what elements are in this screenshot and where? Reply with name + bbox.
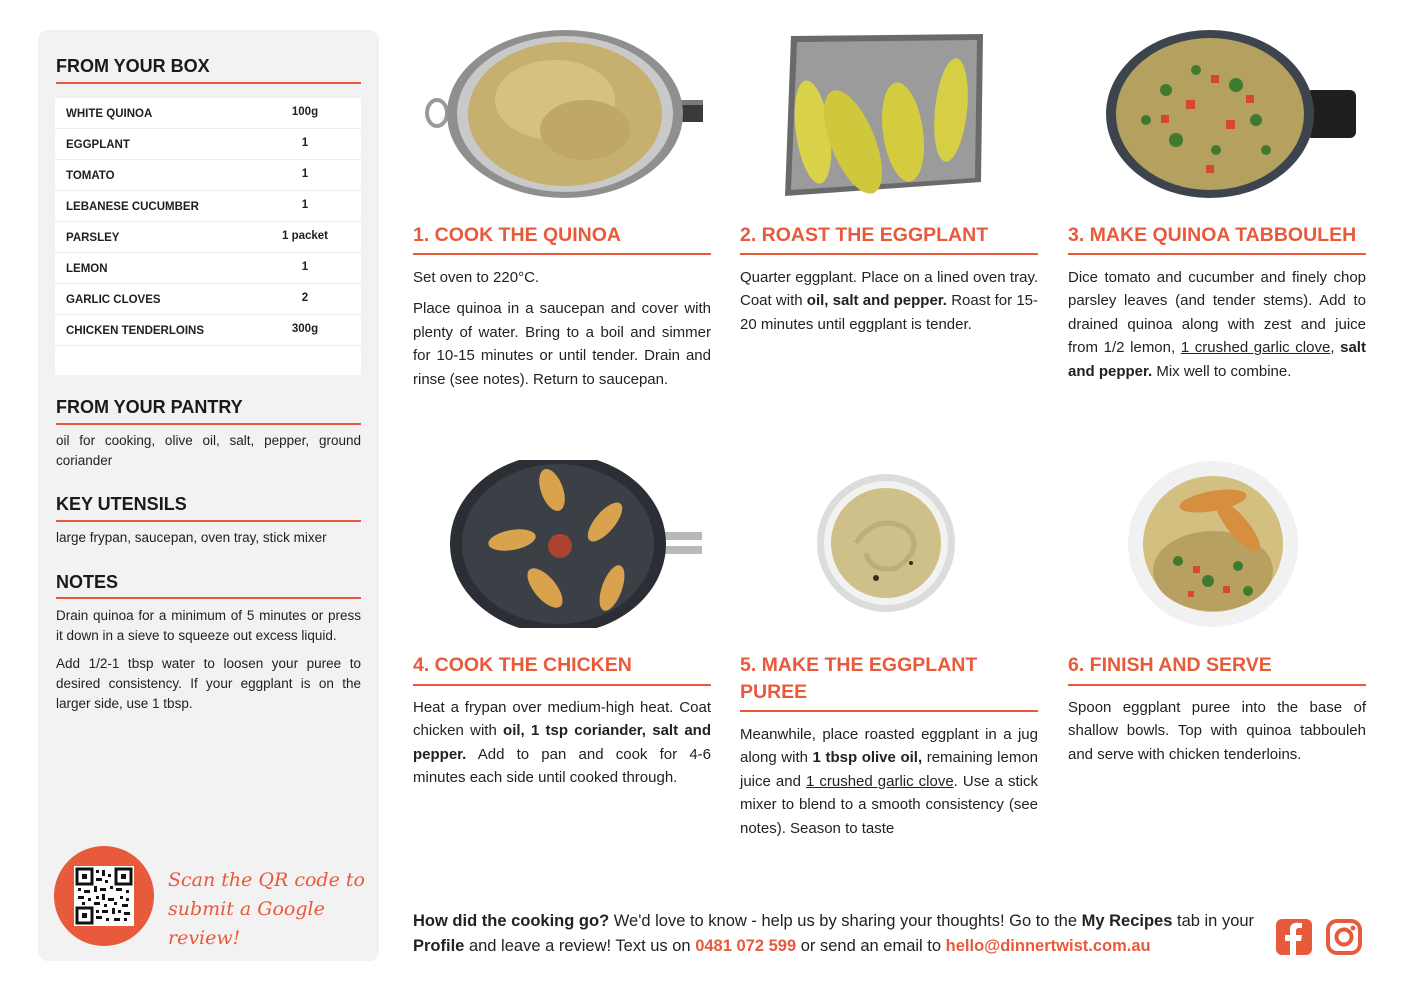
step-1-title: 1. COOK THE QUINOA <box>413 224 622 246</box>
step-1-para-2: Place quinoa in a saucepan and cover with plenty of water. Bring to a boil and simmer for 10-15 minutes or until tender. Drain and rinse (see notes). Return to saucepan. <box>413 300 711 388</box>
ingredient-qty: 1 <box>301 261 309 273</box>
text-run: . Use a stick mixer to blend to a smooth consistency (see notes). Season to taste <box>740 772 1038 837</box>
step-5-text <box>740 723 1038 840</box>
step-4-title: 4. COOK THE CHICKEN <box>413 654 632 676</box>
step-6-text: Spoon eggplant puree into the base of shallow bowls. Top with quinoa tabbouleh and serve with chicken tenderloins. <box>1068 699 1366 763</box>
step-5-title: 5. MAKE THE EGGPLANT PUREE <box>740 654 978 703</box>
ingredient-qty: 1 <box>301 199 309 211</box>
ingredient-name: GARLIC CLOVES <box>66 294 161 306</box>
step-2-title: 2. ROAST THE EGGPLANT <box>740 224 989 246</box>
qr-caption-line-2: submit a Google review! <box>168 898 325 949</box>
text-run: Add to pan and cook for 4-6 minutes each side until cooked through. <box>413 745 711 787</box>
ingredient-qty: 100g <box>291 106 319 118</box>
ingredient-name: PARSLEY <box>66 232 120 244</box>
text-run: Quarter eggplant. Place on a lined oven tray. Coat with <box>740 269 1038 310</box>
step-1-text <box>413 266 711 399</box>
qr-code-icon[interactable] <box>74 866 134 926</box>
text-run: or send an email to <box>796 937 946 955</box>
step-4-text <box>413 696 711 790</box>
step-rule <box>740 710 1038 712</box>
qr-caption-line-1: Scan the QR code to <box>168 869 365 891</box>
utensils-text: large frypan, saucepan, oven tray, stick mixer <box>56 530 327 545</box>
step-6-photo <box>1128 461 1298 627</box>
step-rule <box>740 253 1038 255</box>
ingredient-name: TOMATO <box>66 170 115 182</box>
ingredient-qty: 1 packet <box>281 230 329 242</box>
step-rule <box>413 253 711 255</box>
step-3-text <box>1068 266 1366 383</box>
note-1: Drain quinoa for a minimum of 5 minutes or press it down in a sieve to squeeze out excess liquid. <box>56 608 361 643</box>
step-rule <box>1068 684 1366 686</box>
ingredient-qty: 1 <box>301 168 309 180</box>
step-1-para-1: Set oven to 220°C. <box>413 269 540 286</box>
text-run: remaining lemon juice and <box>740 749 1038 790</box>
heading-rule <box>56 82 361 84</box>
email-link[interactable]: hello@dinnertwist.com.au <box>945 937 1151 955</box>
footer-question: How did the cooking go? <box>413 912 610 930</box>
bold-run: oil, 1 tsp coriander, salt and pepper. <box>413 722 711 763</box>
pantry-heading: FROM YOUR PANTRY <box>56 397 243 417</box>
table-row <box>55 315 361 346</box>
ingredient-table <box>55 98 361 375</box>
qr-badge <box>54 846 154 946</box>
bold-run: 1 tbsp olive oil, <box>812 749 923 767</box>
table-row <box>55 191 361 222</box>
text-run: Mix well to combine. <box>1152 362 1292 380</box>
ingredient-qty: 300g <box>291 323 319 335</box>
heading-rule <box>56 423 361 425</box>
underlined-run: 1 crushed garlic clove <box>805 772 954 790</box>
utensils-heading: KEY UTENSILS <box>56 494 187 514</box>
qr-caption <box>168 866 379 953</box>
step-3-title: 3. MAKE QUINOA TABBOULEH <box>1068 224 1357 246</box>
step-5-photo <box>816 473 956 613</box>
heading-rule <box>56 520 361 522</box>
table-row <box>55 222 361 253</box>
step-3-photo <box>1106 30 1356 198</box>
text-run: , <box>1330 339 1341 357</box>
table-row <box>55 129 361 160</box>
text-run: Heat a frypan over medium-high heat. Coat chicken with <box>413 699 711 740</box>
my-recipes-label: My Recipes <box>1081 912 1173 930</box>
step-2-text <box>740 266 1038 336</box>
from-your-box-heading: FROM YOUR BOX <box>56 56 210 76</box>
text-run: Roast for 15-20 minutes until eggplant is tender. <box>740 292 1038 333</box>
underlined-run: 1 crushed garlic clove <box>1180 339 1331 357</box>
ingredient-name: CHICKEN TENDERLOINS <box>66 325 205 337</box>
pantry-text: oil for cooking, olive oil, salt, pepper, ground coriander <box>56 433 361 468</box>
step-1-photo <box>425 30 703 198</box>
step-4-photo <box>450 460 702 628</box>
ingredient-qty: 1 <box>301 137 309 149</box>
heading-rule <box>56 597 361 599</box>
sidebar <box>38 30 379 961</box>
bold-run: salt and pepper. <box>1068 339 1366 380</box>
instagram-icon[interactable] <box>1326 919 1362 955</box>
ingredient-name: LEBANESE CUCUMBER <box>66 201 199 213</box>
step-6-title: 6. FINISH AND SERVE <box>1068 654 1272 676</box>
ingredient-name: LEMON <box>66 263 108 275</box>
step-2-photo <box>783 32 987 198</box>
profile-label: Profile <box>413 937 465 955</box>
ingredient-qty: 2 <box>301 292 309 304</box>
review-footer <box>413 909 1263 959</box>
text-run: Dice tomato and cucumber and finely chop parsley leaves (and tender stems). Add to drained quinoa along with zest and juice from 1/2 lemon, <box>1068 269 1366 357</box>
bold-run: oil, salt and pepper. <box>806 292 947 310</box>
ingredient-name: WHITE QUINOA <box>66 108 153 120</box>
step-rule <box>1068 253 1366 255</box>
note-2: Add 1/2-1 tbsp water to loosen your puree to desired consistency. If your eggplant is on the larger side, use 1 tbsp. <box>56 656 361 711</box>
step-rule <box>413 684 711 686</box>
text-run: Meanwhile, place roasted eggplant in a jug along with <box>740 726 1038 767</box>
notes-heading: NOTES <box>56 572 119 592</box>
table-row <box>55 160 361 191</box>
ingredient-name: EGGPLANT <box>66 139 130 151</box>
table-row <box>55 284 361 315</box>
table-row <box>55 98 361 129</box>
text-run: tab in your <box>1172 912 1255 930</box>
facebook-icon[interactable] <box>1276 919 1312 955</box>
table-row <box>55 253 361 284</box>
text-run: and leave a review! Text us on <box>464 937 696 955</box>
text-run: We'd love to know - help us by sharing your thoughts! Go to the <box>609 912 1082 930</box>
phone-link[interactable]: 0481 072 599 <box>695 937 797 955</box>
